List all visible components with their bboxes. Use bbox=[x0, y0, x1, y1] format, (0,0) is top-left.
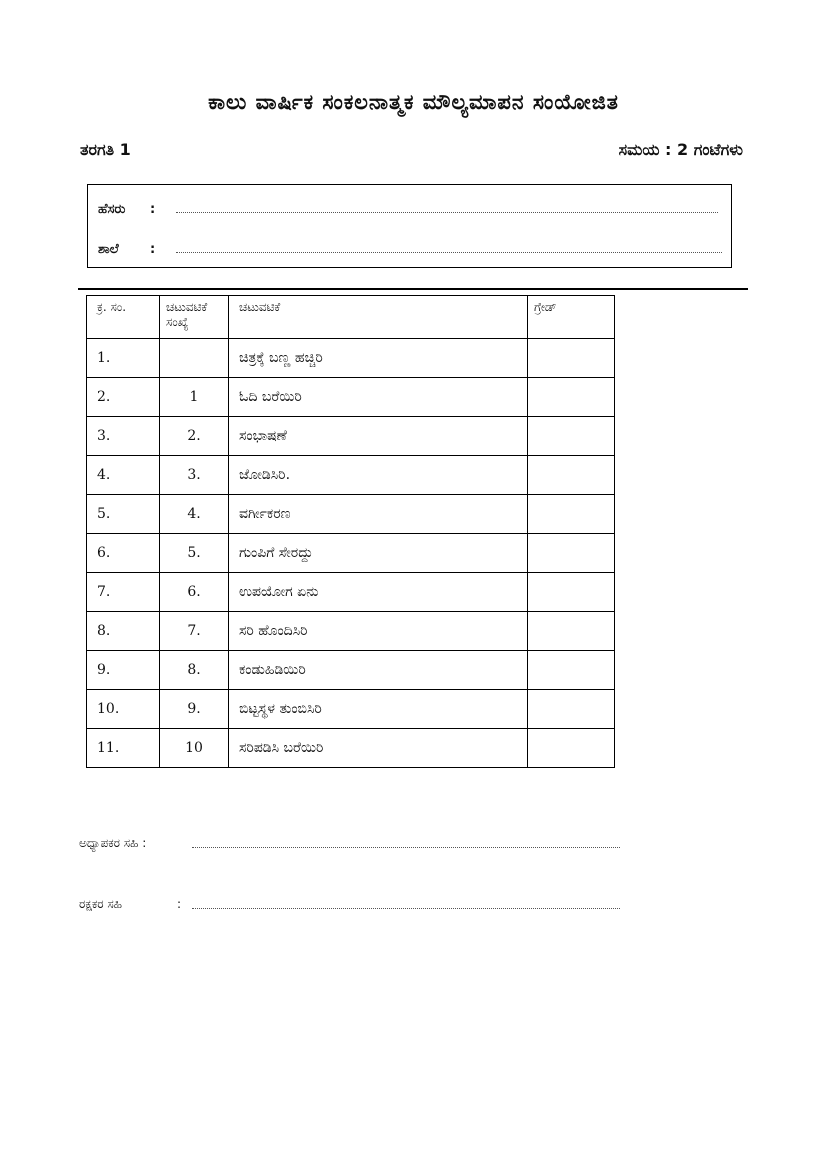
guardian-signature-field[interactable] bbox=[192, 907, 620, 909]
class-label: ತರಗತಿ 1 bbox=[80, 140, 131, 159]
table-row bbox=[87, 651, 615, 690]
table-row bbox=[87, 495, 615, 534]
teacher-signature-row bbox=[79, 836, 177, 851]
row-activity: ಗುಂಪಿಗೆ ಸೇರದ್ದು bbox=[229, 534, 528, 573]
row-activity-no: 10 bbox=[160, 729, 229, 768]
row-serial: 8. bbox=[87, 612, 160, 651]
row-activity: ಬಿಟ್ಟಸ್ಥಳ ತುಂಬಿಸಿರಿ bbox=[229, 690, 528, 729]
row-activity: ಕಂಡುಹಿಡಿಯಿರಿ bbox=[229, 651, 528, 690]
school-colon: : bbox=[150, 242, 156, 257]
row-grade-cell[interactable] bbox=[528, 612, 615, 651]
row-activity-no: 6. bbox=[160, 573, 229, 612]
table-row bbox=[87, 339, 615, 378]
header-activity-no: ಚಟುವಟಿಕೆ ಸಂಖ್ಯೆ bbox=[160, 296, 229, 339]
name-row bbox=[98, 202, 164, 217]
table-row bbox=[87, 690, 615, 729]
row-activity-no: 8. bbox=[160, 651, 229, 690]
row-activity-no bbox=[160, 339, 229, 378]
row-grade-cell[interactable] bbox=[528, 417, 615, 456]
row-serial: 5. bbox=[87, 495, 160, 534]
row-activity: ಜೋಡಿಸಿರಿ. bbox=[229, 456, 528, 495]
table-row bbox=[87, 612, 615, 651]
row-activity: ವರ್ಗೀಕರಣ bbox=[229, 495, 528, 534]
row-serial: 10. bbox=[87, 690, 160, 729]
row-activity: ಉಪಯೋಗ ಏನು bbox=[229, 573, 528, 612]
row-grade-cell[interactable] bbox=[528, 378, 615, 417]
header-serial: ಕ್ರ. ಸಂ. bbox=[87, 296, 160, 339]
row-grade-cell[interactable] bbox=[528, 690, 615, 729]
row-activity-no: 7. bbox=[160, 612, 229, 651]
table-row bbox=[87, 534, 615, 573]
row-serial: 7. bbox=[87, 573, 160, 612]
row-activity: ಸಂಭಾಷಣೆ bbox=[229, 417, 528, 456]
school-field[interactable] bbox=[176, 251, 722, 253]
row-serial: 11. bbox=[87, 729, 160, 768]
row-activity: ಸರಿ ಹೊಂದಿಸಿರಿ bbox=[229, 612, 528, 651]
teacher-signature-label: ಅಧ್ಯಾಪಕರ ಸಹಿ : bbox=[79, 836, 147, 850]
row-activity-no: 1 bbox=[160, 378, 229, 417]
table-header-row bbox=[87, 296, 615, 339]
row-activity-no: 5. bbox=[160, 534, 229, 573]
row-activity-no: 3. bbox=[160, 456, 229, 495]
row-activity: ಚಿತ್ರಕ್ಕೆ ಬಣ್ಣ ಹಚ್ಚಿರಿ bbox=[229, 339, 528, 378]
page-title: ಕಾಲು ವಾರ್ಷಿಕ ಸಂಕಲನಾತ್ಮಕ ಮೌಲ್ಯಮಾಪನ ಸಂಯೋಜಿತ bbox=[208, 90, 619, 114]
teacher-signature-field[interactable] bbox=[192, 846, 620, 848]
row-grade-cell[interactable] bbox=[528, 495, 615, 534]
time-label: ಸಮಯ : 2 ಗಂಟೆಗಳು bbox=[618, 140, 743, 159]
row-grade-cell[interactable] bbox=[528, 573, 615, 612]
table-row bbox=[87, 573, 615, 612]
row-serial: 1. bbox=[87, 339, 160, 378]
table-row bbox=[87, 456, 615, 495]
name-colon: : bbox=[150, 202, 156, 217]
row-grade-cell[interactable] bbox=[528, 339, 615, 378]
row-serial: 6. bbox=[87, 534, 160, 573]
name-label: ಹೆಸರು bbox=[98, 202, 126, 217]
school-label: ಶಾಲೆ bbox=[98, 242, 119, 257]
row-grade-cell[interactable] bbox=[528, 456, 615, 495]
row-grade-cell[interactable] bbox=[528, 534, 615, 573]
activity-grade-table bbox=[86, 295, 615, 768]
table-row bbox=[87, 729, 615, 768]
row-serial: 4. bbox=[87, 456, 160, 495]
divider bbox=[78, 288, 748, 290]
header-activity: ಚಟುವಟಿಕೆ bbox=[229, 296, 528, 339]
row-grade-cell[interactable] bbox=[528, 651, 615, 690]
row-serial: 9. bbox=[87, 651, 160, 690]
table-row bbox=[87, 378, 615, 417]
guardian-signature-colon: : bbox=[177, 897, 182, 911]
guardian-signature-label: ರಕ್ಷಕರ ಸಹಿ bbox=[79, 897, 123, 911]
row-grade-cell[interactable] bbox=[528, 729, 615, 768]
student-info-box bbox=[87, 184, 732, 268]
header-grade: ಗ್ರೇಡ್ bbox=[528, 296, 615, 339]
school-row bbox=[98, 242, 164, 257]
row-activity-no: 9. bbox=[160, 690, 229, 729]
guardian-signature-row bbox=[79, 897, 191, 912]
row-activity-no: 4. bbox=[160, 495, 229, 534]
row-serial: 2. bbox=[87, 378, 160, 417]
row-activity: ಓದಿ ಬರೆಯಿರಿ bbox=[229, 378, 528, 417]
name-field[interactable] bbox=[176, 211, 718, 213]
row-activity: ಸರಿಪಡಿಸಿ ಬರೆಯಿರಿ bbox=[229, 729, 528, 768]
row-serial: 3. bbox=[87, 417, 160, 456]
row-activity-no: 2. bbox=[160, 417, 229, 456]
table-row bbox=[87, 417, 615, 456]
